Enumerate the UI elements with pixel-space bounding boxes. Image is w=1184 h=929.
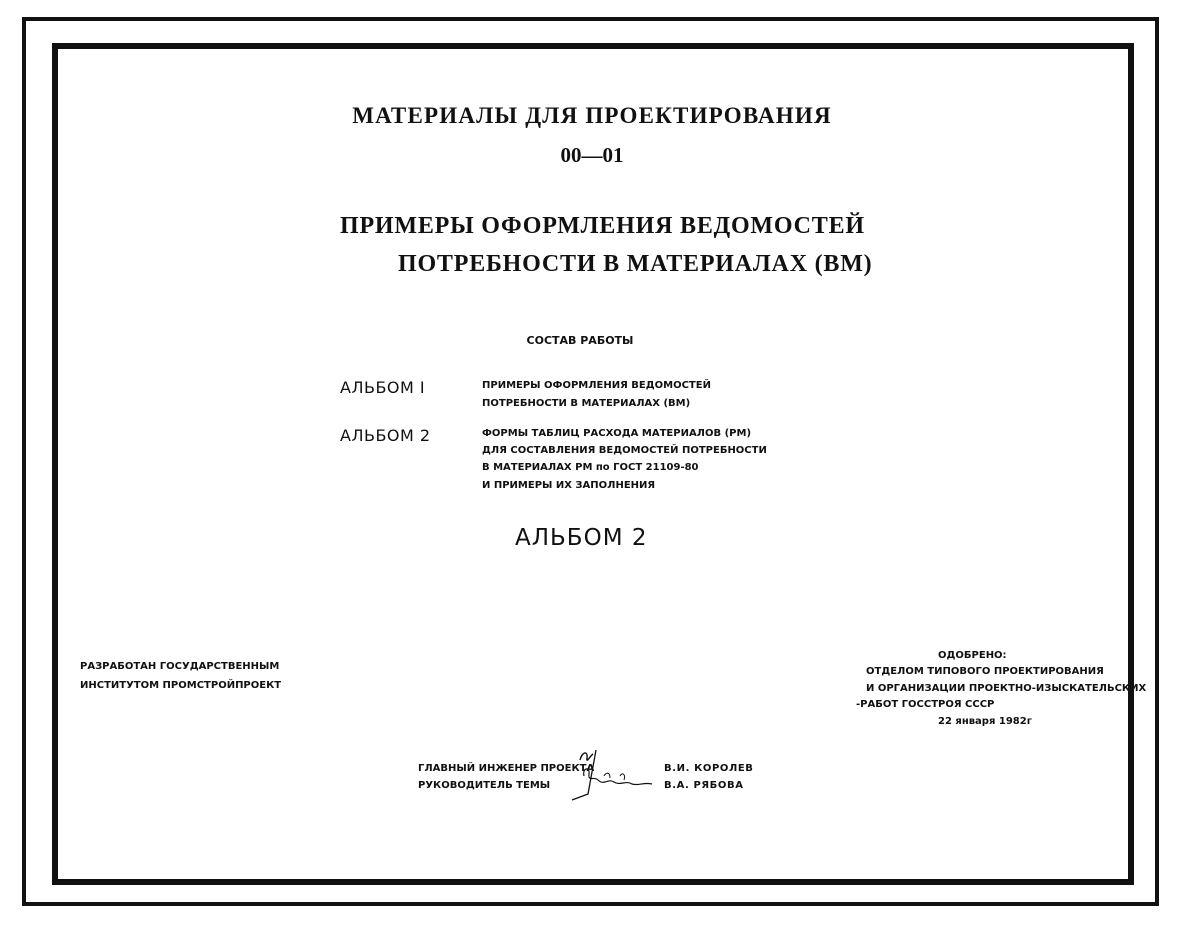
document-title-line2: ПОТРЕБНОСТИ В МАТЕРИАЛАХ (ВМ) — [398, 251, 873, 277]
album2-desc-line: ДЛЯ СОСТАВЛЕНИЯ ВЕДОМОСТЕЙ ПОТРЕБНОСТИ — [482, 445, 767, 456]
album1-desc-line: ПОТРЕБНОСТИ В МАТЕРИАЛАХ (ВМ) — [482, 398, 691, 409]
signature-role: ГЛАВНЫЙ ИНЖЕНЕР ПРОЕКТА — [418, 763, 595, 774]
handwritten-signature — [560, 746, 660, 804]
album2-desc-line: В МАТЕРИАЛАХ РМ по ГОСТ 21109-80 — [482, 462, 699, 473]
approval-heading: ОДОБРЕНО: — [938, 650, 1007, 661]
album2-desc-line: И ПРИМЕРЫ ИХ ЗАПОЛНЕНИЯ — [482, 480, 656, 491]
composition-heading: СОСТАВ РАБОТЫ — [526, 334, 634, 347]
approval-line3-text: РАБОТ ГОССТРОЯ СССР — [860, 699, 995, 710]
signature-name: В.А. РЯБОВА — [664, 780, 744, 791]
album1-label: АЛЬБОМ I — [340, 378, 426, 397]
album1-desc-line: ПРИМЕРЫ ОФОРМЛЕНИЯ ВЕДОМОСТЕЙ — [482, 380, 711, 391]
document-title-line1: ПРИМЕРЫ ОФОРМЛЕНИЯ ВЕДОМОСТЕЙ — [340, 213, 865, 239]
approval-line1: ОТДЕЛОМ ТИПОВОГО ПРОЕКТИРОВАНИЯ — [866, 666, 1104, 677]
approval-line3: -РАБОТ ГОССТРОЯ СССР — [856, 699, 995, 710]
developer-line1: РАЗРАБОТАН ГОСУДАРСТВЕННЫМ — [80, 661, 280, 672]
document-code: 00—01 — [560, 143, 624, 167]
album2-label: АЛЬБОМ 2 — [340, 426, 431, 445]
album2-desc-line: ФОРМЫ ТАБЛИЦ РАСХОДА МАТЕРИАЛОВ (РМ) — [482, 428, 752, 439]
approval-line2: И ОРГАНИЗАЦИИ ПРОЕКТНО-ИЗЫСКАТЕЛЬСКИХ — [866, 683, 1147, 694]
signature-name: В.И. КОРОЛЕВ — [664, 763, 754, 774]
series-title: МАТЕРИАЛЫ ДЛЯ ПРОЕКТИРОВАНИЯ — [352, 103, 832, 128]
current-album: АЛЬБОМ 2 — [515, 525, 648, 551]
signature-role: РУКОВОДИТЕЛЬ ТЕМЫ — [418, 780, 551, 791]
developer-line2: ИНСТИТУТОМ ПРОМСТРОЙПРОЕКТ — [80, 680, 282, 691]
approval-date: 22 января 1982г — [938, 716, 1032, 727]
